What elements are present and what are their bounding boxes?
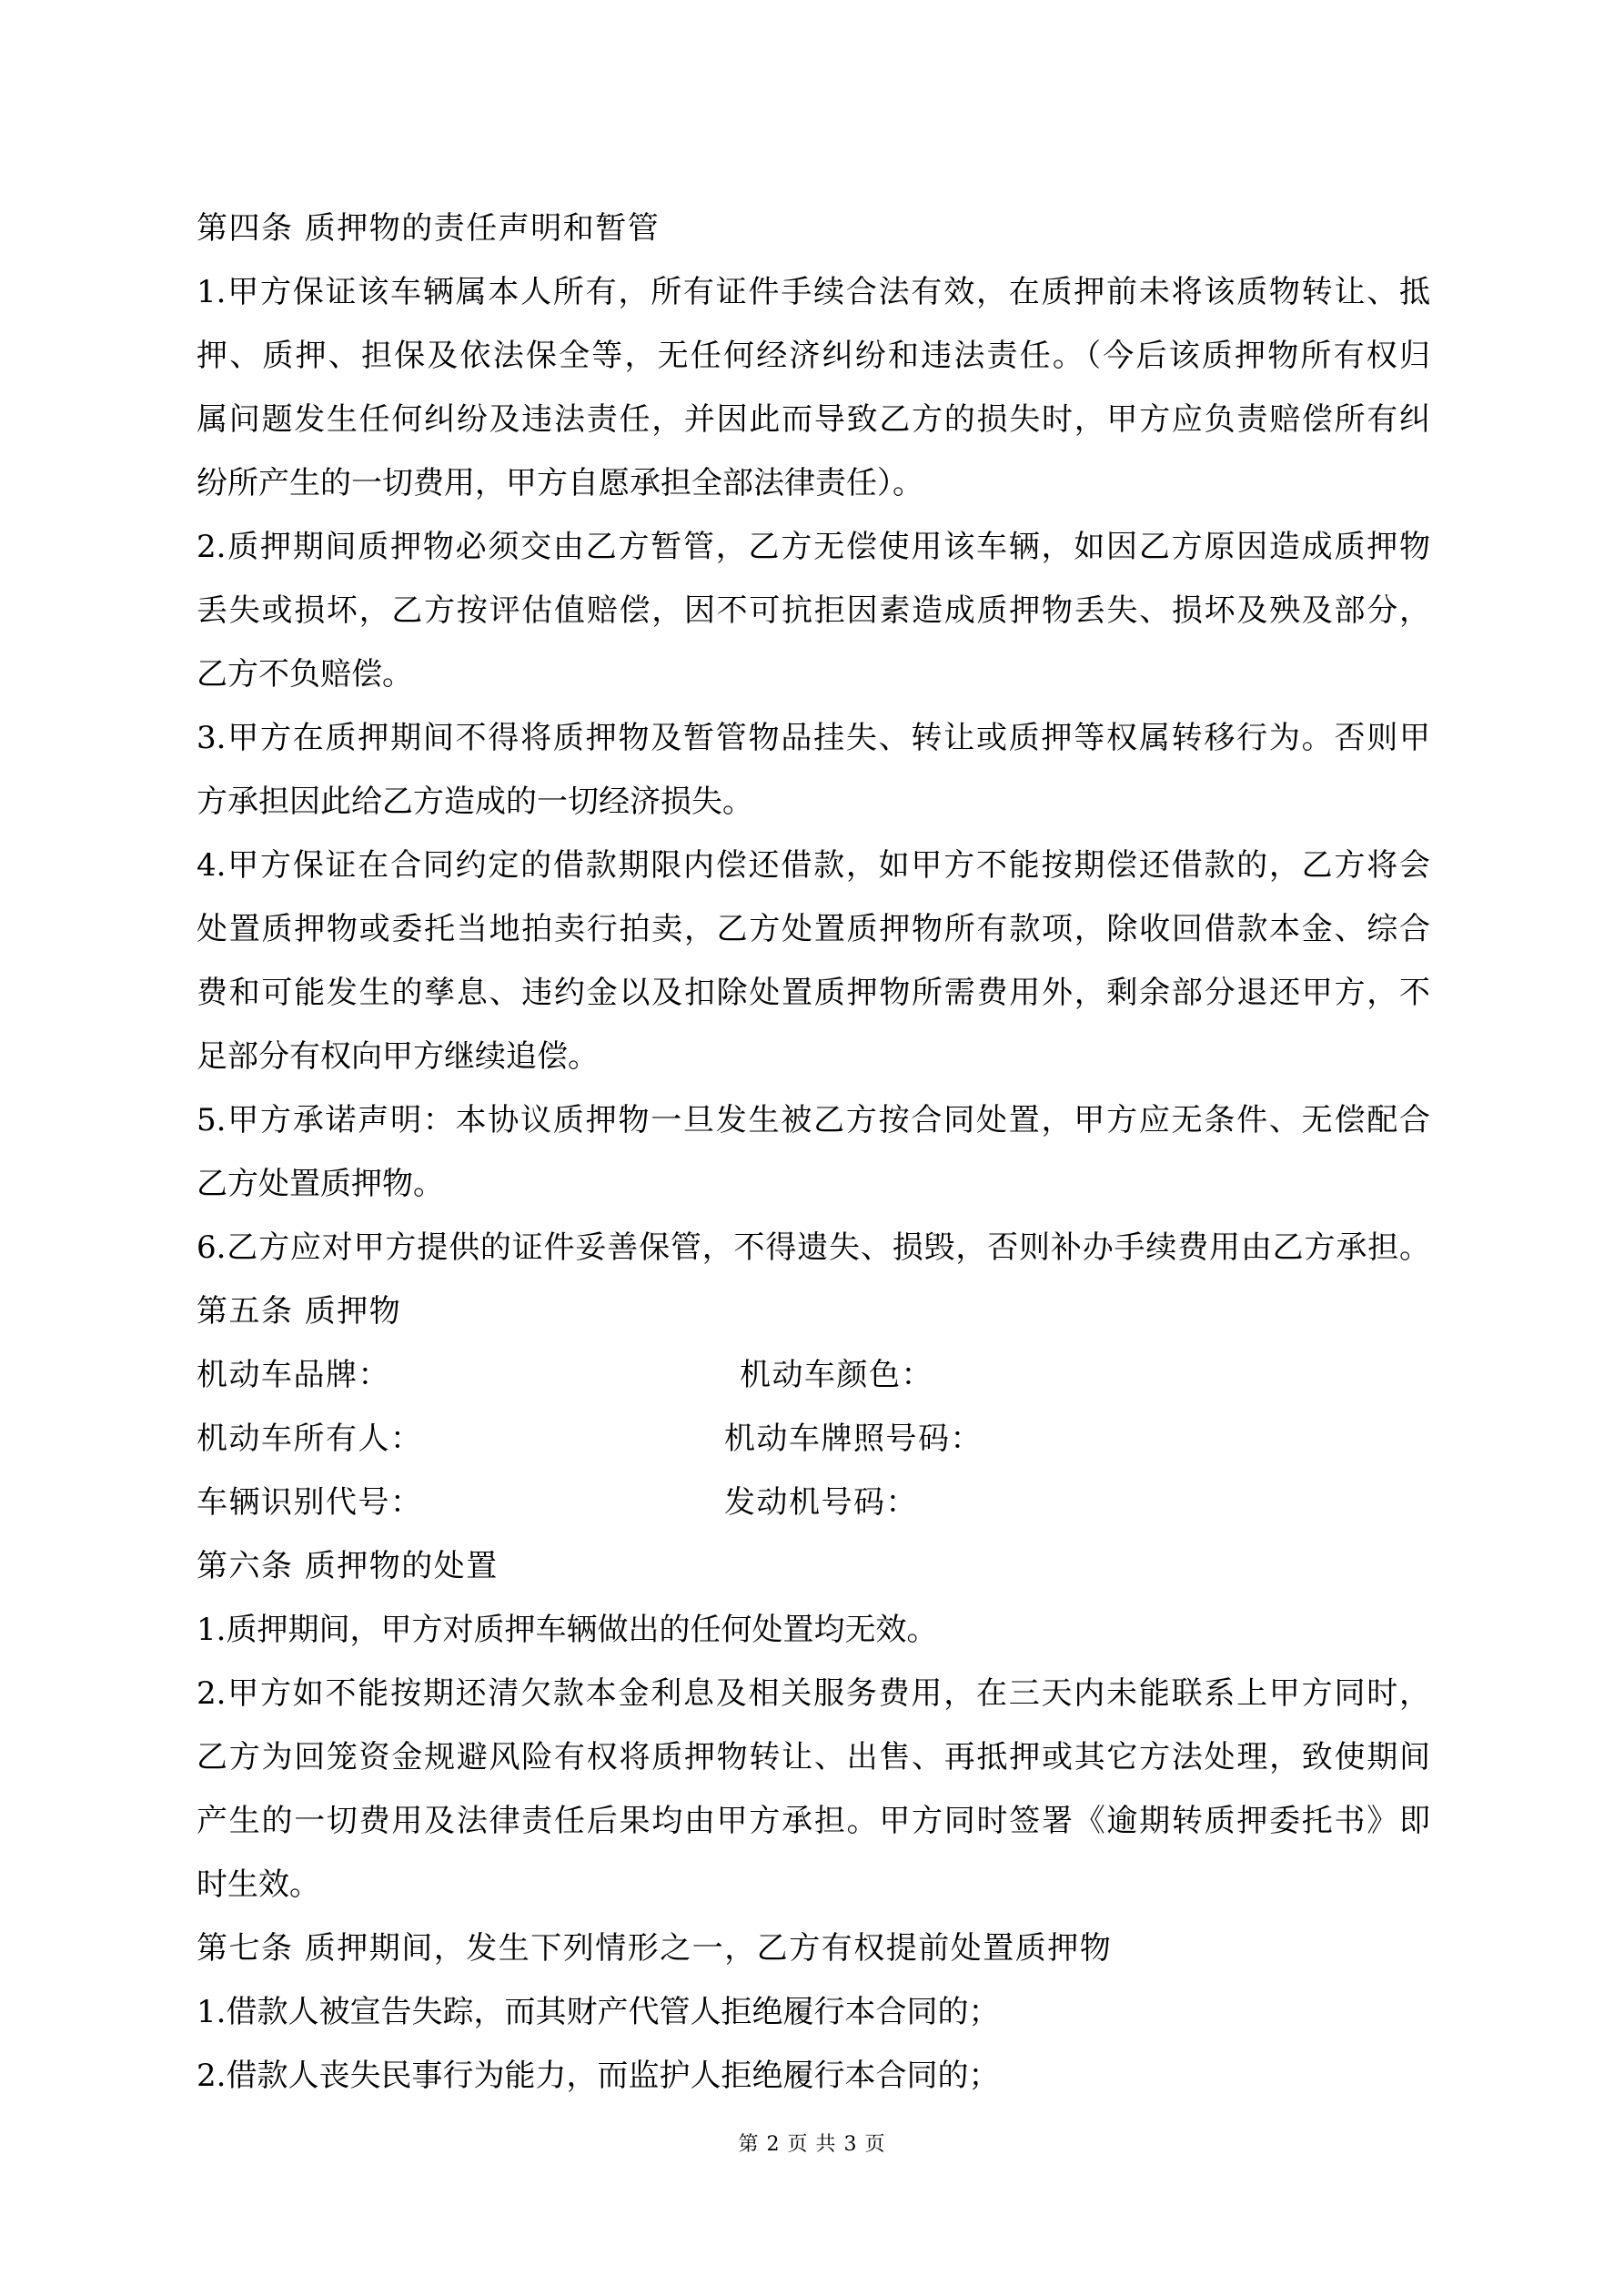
section-heading: 第四条 质押物的责任声明和暂管 [197, 210, 661, 247]
text-line: 3.甲方在质押期间不得将质押物及暂管物品挂失、转让或质押等权属转移行为。否则甲 [197, 720, 1430, 756]
text-line: 乙方处置质押物。 [197, 1166, 444, 1202]
text-line: 费和可能发生的孳息、违约金以及扣除处置质押物所需费用外，剩余部分退还甲方，不 [197, 975, 1430, 1011]
vehicle-field-label: 机动车颜色： [740, 1357, 933, 1393]
vehicle-field-label: 发动机号码： [724, 1484, 918, 1521]
section-heading: 第六条 质押物的处置 [197, 1548, 499, 1584]
text-line: 乙方不负赔偿。 [197, 656, 413, 693]
contract-lines [197, 197, 1430, 2108]
text-line: 5.甲方承诺声明：本协议质押物一旦发生被乙方按合同处置，甲方应无条件、无偿配合 [197, 1102, 1430, 1138]
text-line: 2.质押期间质押物必须交由乙方暂管，乙方无偿使用该车辆，如因乙方原因造成质押物 [197, 529, 1430, 565]
vehicle-field-row [197, 1343, 1430, 1407]
text-line: 时生效。 [197, 1866, 320, 1903]
text-line: 纷所产生的一切费用，甲方自愿承担全部法律责任）。 [197, 465, 923, 501]
text-line: 产生的一切费用及法律责任后果均由甲方承担。甲方同时签署《逾期转质押委托书》即 [197, 1803, 1430, 1839]
text-line: 4.甲方保证在合同约定的借款期限内偿还借款，如甲方不能按期偿还借款的，乙方将会 [197, 847, 1430, 884]
vehicle-field-label: 车辆识别代号： [197, 1484, 423, 1521]
text-line: 属问题发生任何纠纷及违法责任，并因此而导致乙方的损失时，甲方应负责赔偿所有纠 [197, 401, 1430, 438]
vehicle-field-label: 机动车所有人： [197, 1421, 423, 1457]
vehicle-field-label: 机动车牌照号码： [724, 1421, 983, 1457]
text-line: 押、质押、担保及依法保全等，无任何经济纠纷和违法责任。（今后该质押物所有权归 [197, 338, 1430, 374]
text-line: 1.质押期间，甲方对质押车辆做出的任何处置均无效。 [197, 1612, 938, 1648]
text-line: 丢失或损坏，乙方按评估值赔偿，因不可抗拒因素造成质押物丢失、损坏及殃及部分， [197, 592, 1430, 629]
text-line: 1.借款人被宣告失踪，而其财产代管人拒绝履行本合同的； [197, 1994, 1000, 2030]
page-footer: 第 2 页 共 3 页 [738, 2133, 886, 2156]
section-heading: 第七条 质押期间，发生下列情形之一，乙方有权提前处置质押物 [197, 1930, 1113, 1967]
text-line: 1.甲方保证该车辆属本人所有，所有证件手续合法有效，在质押前未将该质物转让、抵 [197, 274, 1430, 310]
text-line: 处置质押物或委托当地拍卖行拍卖，乙方处置质押物所有款项，除收回借款本金、综合 [197, 911, 1430, 947]
text-line: 6.乙方应对甲方提供的证件妥善保管，不得遗失、损毁，否则补办手续费用由乙方承担。 [197, 1229, 1430, 1266]
text-line: 2.借款人丧失民事行为能力，而监护人拒绝履行本合同的； [197, 2058, 1000, 2094]
text-line: 2.甲方如不能按期还清欠款本金利息及相关服务费用，在三天内未能联系上甲方同时， [197, 1675, 1430, 1712]
text-line: 方承担因此给乙方造成的一切经济损失。 [197, 784, 753, 820]
vehicle-field-row [197, 1471, 1430, 1534]
text-line: 乙方为回笼资金规避风险有权将质押物转让、出售、再抵押或其它方法处理，致使期间 [197, 1739, 1430, 1775]
text-line: 足部分有权向甲方继续追偿。 [197, 1038, 599, 1075]
vehicle-field-row [197, 1407, 1430, 1471]
section-heading: 第五条 质押物 [197, 1293, 402, 1330]
vehicle-field-label: 机动车品牌： [197, 1357, 390, 1393]
